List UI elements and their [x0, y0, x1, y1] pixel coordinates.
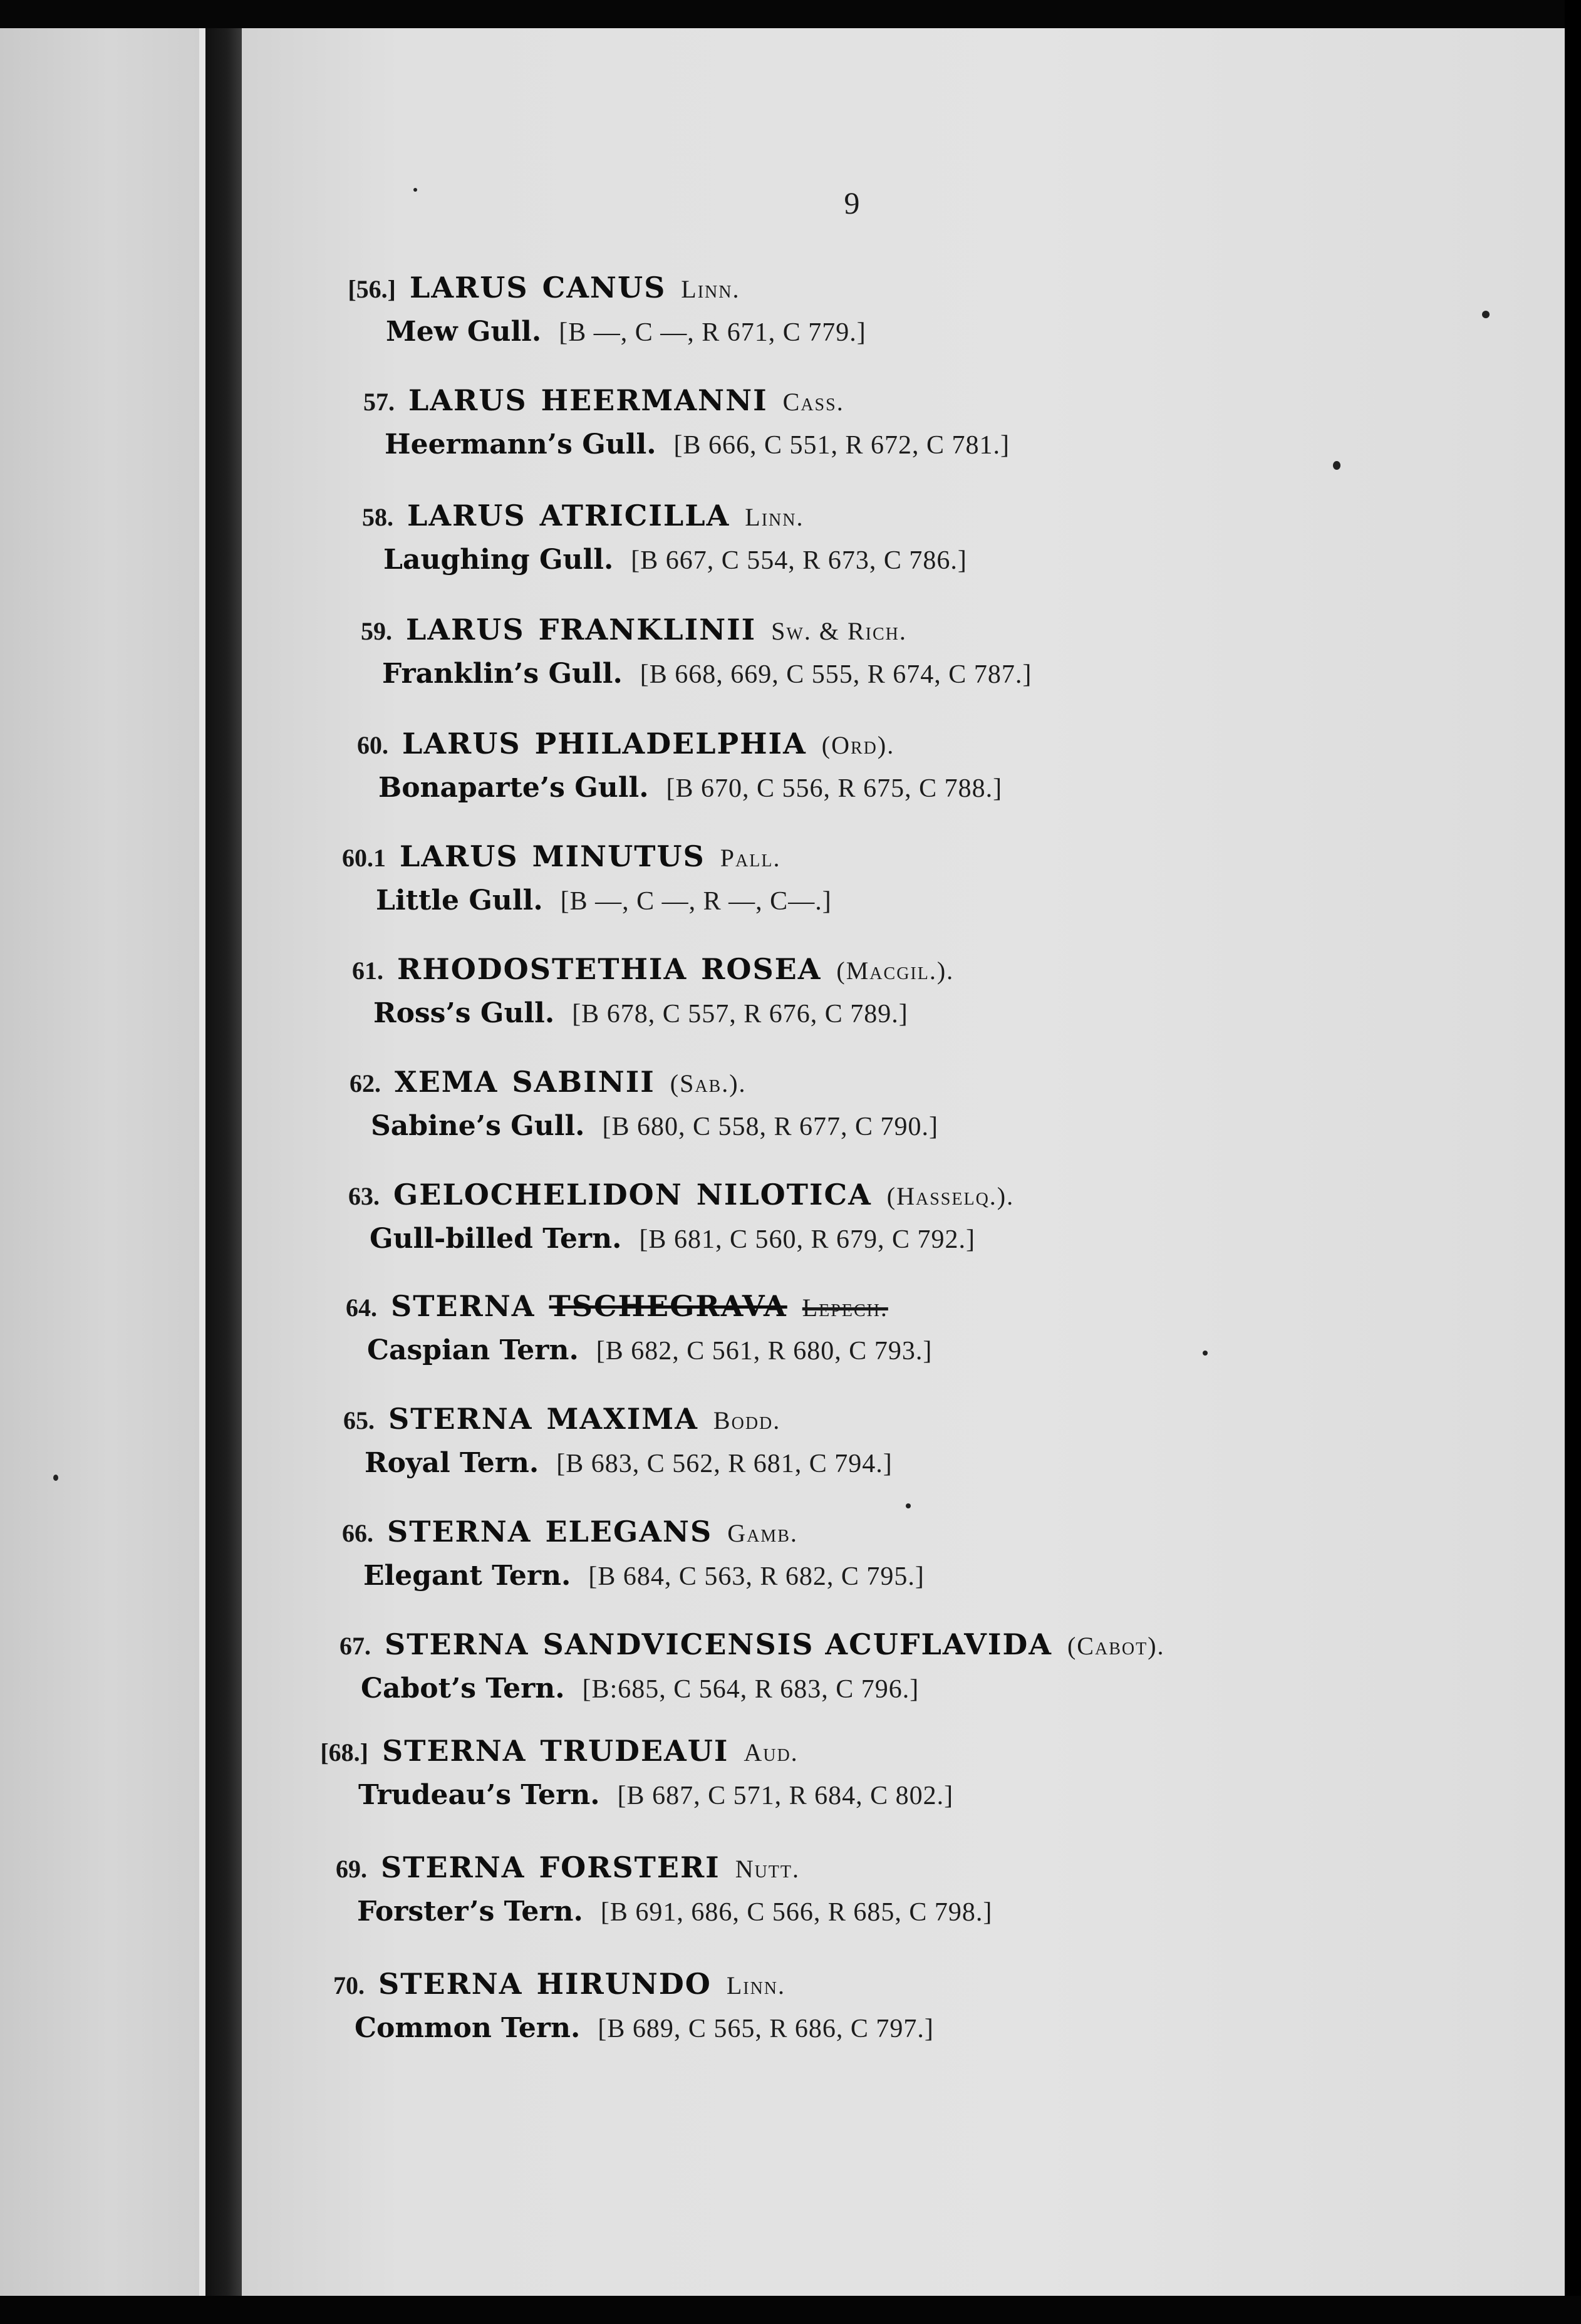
species-name: FORSTERI [539, 1850, 720, 1884]
species-name: PHILADELPHIA [534, 727, 807, 760]
common-name: Gull-billed Tern. [370, 1223, 622, 1255]
genus-name: STERNA [382, 1734, 527, 1768]
entry-number: 60. [357, 731, 388, 759]
genus-name: STERNA [381, 1850, 526, 1884]
author-name: Linn. [681, 275, 740, 303]
reference-numbers: [B —, C —, R 671, C 779.] [559, 318, 866, 347]
reference-numbers: [B 691, 686, C 566, R 685, C 798.] [600, 1898, 993, 1927]
genus-name: LARUS [402, 727, 521, 760]
entry-number: 61. [352, 957, 383, 985]
author-name: Bodd. [713, 1406, 781, 1434]
common-name: Common Tern. [355, 2012, 581, 2044]
book-spine-shadow [205, 28, 242, 2296]
genus-name: STERNA [388, 1402, 533, 1436]
author-name: Linn. [726, 1971, 786, 2000]
author-name: Gamb. [727, 1519, 798, 1547]
author-name: (Hasselq.). [886, 1182, 1015, 1210]
scan-right-border [1565, 0, 1581, 2324]
scan-bottom-border [0, 2296, 1581, 2324]
scan-top-border [0, 0, 1581, 28]
scientific-name [410, 271, 666, 304]
entry-number: 70. [333, 1971, 365, 2000]
author-name-struck: Lepech. [802, 1294, 888, 1322]
common-name: Elegant Tern. [363, 1560, 571, 1592]
page-speck [1482, 311, 1490, 318]
common-name: Royal Tern. [365, 1447, 539, 1479]
entry-number: 69. [336, 1855, 367, 1883]
page-speck [1203, 1351, 1208, 1356]
species-name-struck: TSCHEGRAVA [549, 1289, 787, 1323]
author-name: Cass. [782, 388, 844, 416]
common-name: Cabot’s Tern. [361, 1673, 565, 1704]
common-name: Laughing Gull. [383, 544, 614, 576]
entry-number: 65. [343, 1406, 375, 1434]
reference-numbers: [B 668, 669, C 555, R 674, C 787.] [640, 660, 1032, 689]
scientific-name [391, 1289, 787, 1323]
author-name: (Sab.). [670, 1069, 747, 1097]
reference-numbers: [B 689, C 565, R 686, C 797.] [598, 2015, 934, 2043]
author-name: Nutt. [735, 1855, 801, 1883]
page-speck [1333, 461, 1340, 470]
scientific-name [381, 1850, 720, 1884]
genus-name: LARUS [406, 613, 525, 646]
genus-name: LARUS [410, 271, 529, 304]
common-name: Caspian Tern. [367, 1334, 579, 1366]
page-speck [906, 1503, 911, 1508]
genus-name: LARUS [400, 839, 519, 873]
reference-numbers: [B 683, C 562, R 681, C 794.] [556, 1450, 893, 1478]
genus-name: LARUS [407, 499, 526, 532]
reference-numbers: [B 682, C 561, R 680, C 793.] [596, 1337, 933, 1366]
author-name: (Macgil.). [836, 957, 955, 985]
reference-numbers: [B —, C —, R —, C—.] [560, 887, 832, 916]
species-name: ATRICILLA [539, 499, 730, 532]
reference-numbers: [B 678, C 557, R 676, C 789.] [572, 1000, 908, 1029]
genus-name: XEMA [395, 1065, 499, 1099]
species-name: ROSEA [701, 952, 822, 986]
genus-name: STERNA [385, 1627, 529, 1661]
common-name: Heermann’s Gull. [385, 428, 656, 460]
species-name: SANDVICENSIS ACUFLAVIDA [542, 1627, 1052, 1661]
common-name: Trudeau’s Tern. [358, 1779, 600, 1811]
species-name: ELEGANS [545, 1515, 713, 1548]
reference-numbers: [B:685, C 564, R 683, C 796.] [582, 1675, 920, 1704]
entry-number: 58. [362, 503, 393, 531]
entry-number: 57. [363, 388, 395, 416]
reference-numbers: [B 667, C 554, R 673, C 786.] [631, 546, 967, 575]
author-name: Sw. & Rich. [771, 617, 907, 645]
entry-number: 64. [346, 1294, 377, 1322]
scientific-name [400, 839, 705, 873]
species-name: CANUS [542, 271, 666, 304]
species-name: SABINII [512, 1065, 655, 1099]
reference-numbers: [B 670, C 556, R 675, C 788.] [666, 774, 1003, 803]
reference-numbers: [B 680, C 558, R 677, C 790.] [602, 1113, 939, 1141]
scientific-name [402, 727, 807, 760]
common-name: Mew Gull. [386, 316, 542, 348]
common-name: Forster’s Tern. [357, 1896, 583, 1927]
scientific-name [397, 952, 821, 986]
page-edge [199, 28, 205, 2296]
entry-number: [68.] [320, 1738, 368, 1766]
entry-number: 59. [361, 617, 392, 645]
author-name: (Ord). [821, 731, 895, 759]
author-name: Linn. [745, 503, 804, 531]
common-name: Bonaparte’s Gull. [378, 772, 649, 804]
genus-name: STERNA [387, 1515, 532, 1548]
page-number: 9 [844, 185, 860, 220]
page-speck [53, 1475, 58, 1481]
species-name: FRANKLINII [538, 613, 757, 646]
entry-number: 62. [350, 1069, 381, 1097]
page-speck [413, 188, 417, 192]
entry-number: 63. [348, 1182, 380, 1210]
left-facing-page [0, 28, 199, 2296]
reference-numbers: [B 681, C 560, R 679, C 792.] [639, 1225, 975, 1254]
scientific-name [395, 1065, 655, 1099]
genus-name: STERNA [378, 1967, 523, 2001]
scientific-name [406, 613, 756, 646]
scientific-name [407, 499, 730, 532]
species-name: HEERMANNI [541, 383, 768, 417]
reference-numbers: [B 687, C 571, R 684, C 802.] [617, 1782, 954, 1810]
scientific-name [387, 1515, 712, 1548]
author-name: (Cabot). [1067, 1632, 1165, 1660]
book-page [242, 28, 1565, 2296]
genus-name: STERNA [391, 1289, 536, 1323]
reference-numbers: [B 666, C 551, R 672, C 781.] [673, 431, 1010, 460]
common-name: Ross’s Gull. [373, 997, 555, 1029]
scientific-name [408, 383, 768, 417]
entry-number: 66. [342, 1519, 373, 1547]
genus-name: GELOCHELIDON [393, 1178, 683, 1211]
reference-numbers: [B 684, C 563, R 682, C 795.] [588, 1562, 925, 1591]
species-name: NILOTICA [696, 1178, 872, 1211]
common-name: Franklin’s Gull. [382, 658, 623, 690]
entry-number: [56.] [348, 275, 396, 303]
scientific-name [393, 1178, 872, 1211]
entry-number: 60.1 [342, 844, 386, 872]
genus-name: RHODOSTETHIA [397, 952, 688, 986]
author-name: Pall. [720, 844, 781, 872]
scientific-name [378, 1967, 712, 2001]
common-name: Sabine’s Gull. [371, 1110, 585, 1142]
scientific-name [382, 1734, 728, 1768]
species-name: MINUTUS [532, 839, 705, 873]
entry-number: 67. [340, 1632, 371, 1660]
species-name: TRUDEAUI [540, 1734, 729, 1768]
species-name: MAXIMA [546, 1402, 698, 1436]
common-name: Little Gull. [376, 884, 543, 916]
scientific-name [385, 1627, 1052, 1661]
species-name: HIRUNDO [536, 1967, 712, 2001]
author-name: Aud. [744, 1738, 799, 1766]
scientific-name [388, 1402, 698, 1436]
genus-name: LARUS [408, 383, 527, 417]
